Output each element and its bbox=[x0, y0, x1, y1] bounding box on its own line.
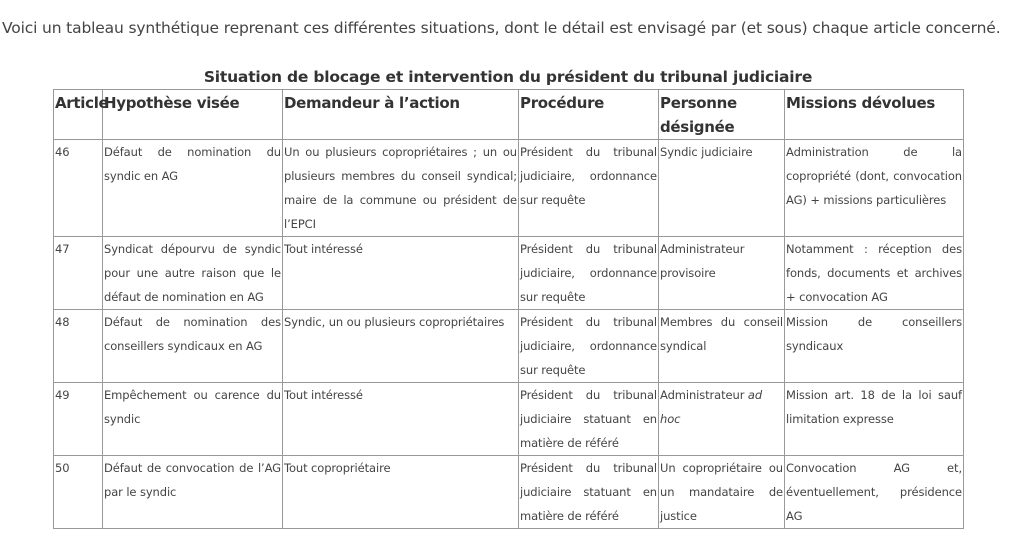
cell-missions: Convocation AG et, éventuellement, présidence AG bbox=[785, 456, 964, 529]
cell-article: 50 bbox=[54, 456, 103, 529]
personne-emphasis: ad hoc bbox=[660, 388, 763, 426]
cell-demandeur: Tout intéressé bbox=[283, 237, 519, 310]
cell-hypothese: Défaut de nomination du syndic en AG bbox=[103, 140, 283, 237]
header-missions: Missions dévolues bbox=[785, 90, 964, 140]
intro-paragraph: Voici un tableau synthétique reprenant ces différentes situations, dont le détail est envisagé par (et sous) chaque article concerné. bbox=[2, 19, 1001, 37]
cell-hypothese: Défaut de nomination des conseillers syndicaux en AG bbox=[103, 310, 283, 383]
cell-missions: Mission de conseillers syndicaux bbox=[785, 310, 964, 383]
cell-personne: Administrateur provisoire bbox=[659, 237, 785, 310]
table-row bbox=[54, 310, 964, 383]
header-procedure: Procédure bbox=[519, 90, 659, 140]
header-article: Article bbox=[54, 90, 103, 140]
cell-demandeur: Syndic, un ou plusieurs copropriétaires bbox=[283, 310, 519, 383]
cell-procedure: Président du tribunal judiciaire statuant en matière de référé bbox=[519, 383, 659, 456]
cell-procedure: Président du tribunal judiciaire statuant en matière de référé bbox=[519, 456, 659, 529]
table-caption: Situation de blocage et intervention du président du tribunal judiciaire bbox=[203, 68, 813, 86]
cell-procedure: Président du tribunal judiciaire, ordonnance sur requête bbox=[519, 140, 659, 237]
cell-demandeur: Un ou plusieurs copropriétaires ; un ou plusieurs membres du conseil syndical; maire de la commune ou président de l’EPCI bbox=[283, 140, 519, 237]
personne-prefix: Administrateur bbox=[660, 388, 748, 402]
cell-demandeur: Tout copropriétaire bbox=[283, 456, 519, 529]
cell-missions: Notamment : réception des fonds, documents et archives + convocation AG bbox=[785, 237, 964, 310]
cell-personne: Membres du conseil syndical bbox=[659, 310, 785, 383]
cell-personne: Un copropriétaire ou un mandataire de justice bbox=[659, 456, 785, 529]
table-header-row bbox=[54, 90, 964, 140]
table-row bbox=[54, 237, 964, 310]
situations-table bbox=[53, 89, 964, 529]
cell-article: 46 bbox=[54, 140, 103, 237]
cell-hypothese: Syndicat dépourvu de syndic pour une autre raison que le défaut de nomination en AG bbox=[103, 237, 283, 310]
cell-demandeur: Tout intéressé bbox=[283, 383, 519, 456]
cell-procedure: Président du tribunal judiciaire, ordonnance sur requête bbox=[519, 237, 659, 310]
cell-personne bbox=[659, 383, 785, 456]
table-row bbox=[54, 456, 964, 529]
table-row bbox=[54, 140, 964, 237]
header-personne: Personne désignée bbox=[659, 90, 785, 140]
cell-hypothese: Empêchement ou carence du syndic bbox=[103, 383, 283, 456]
cell-missions: Mission art. 18 de la loi sauf limitation expresse bbox=[785, 383, 964, 456]
cell-hypothese: Défaut de convocation de l’AG par le syndic bbox=[103, 456, 283, 529]
cell-procedure: Président du tribunal judiciaire, ordonnance sur requête bbox=[519, 310, 659, 383]
cell-personne: Syndic judiciaire bbox=[659, 140, 785, 237]
cell-article: 48 bbox=[54, 310, 103, 383]
header-hypothese: Hypothèse visée bbox=[103, 90, 283, 140]
cell-article: 47 bbox=[54, 237, 103, 310]
cell-article: 49 bbox=[54, 383, 103, 456]
table-row bbox=[54, 383, 964, 456]
header-demandeur: Demandeur à l’action bbox=[283, 90, 519, 140]
cell-missions: Administration de la copropriété (dont, convocation AG) + missions particulières bbox=[785, 140, 964, 237]
